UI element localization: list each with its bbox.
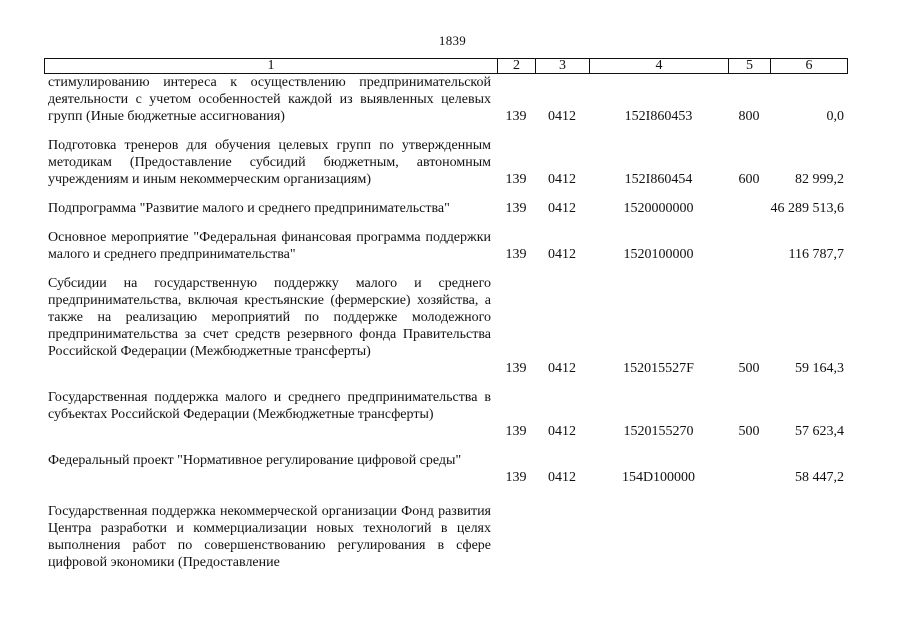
column-header-1: 1 [45, 59, 498, 74]
row-section-code: 0412 [548, 201, 576, 216]
row-target-article: 1520000000 [623, 201, 694, 216]
row-description: стимулированию интереса к осуществлению предпринимательской деятельности с учетом особенностей каждой из выявленных целевых групп (Иные бюджетные ассигнования) [48, 75, 491, 124]
table-row [44, 263, 847, 377]
budget-table-body [44, 74, 847, 571]
row-ministry-code: 139 [505, 361, 527, 376]
row-target-article: 152I860454 [624, 172, 693, 187]
row-target-article: 154D100000 [621, 470, 696, 485]
table-row [44, 486, 847, 571]
row-amount: 59 164,3 [795, 361, 844, 376]
row-description: Государственная поддержка малого и среднего предпринимательства в субъектах Российской Федерации (Межбюджетные трансферты) [48, 390, 491, 422]
column-header-3: 3 [536, 59, 590, 74]
row-section-code: 0412 [548, 361, 576, 376]
page-number: 1839 [438, 33, 467, 48]
row-ministry-code: 139 [505, 109, 527, 124]
table-row [44, 74, 847, 125]
row-section-code: 0412 [548, 424, 576, 439]
row-amount: 57 623,4 [795, 424, 844, 439]
column-header-4: 4 [590, 59, 729, 74]
row-section-code: 0412 [548, 247, 576, 262]
row-description: Субсидии на государственную поддержку малого и среднего предпринимательства, включая крестьянские (фермерские) хозяйства, а также на реализацию мероприятий по поддержке молодежного предпринимательства за счет средств резервного фонда Правительства Российской Федерации (Межбюджетные трансферты) [48, 276, 491, 359]
row-ministry-code: 139 [505, 201, 527, 216]
row-target-article: 1520155270 [623, 424, 694, 439]
row-target-article: 152I860453 [624, 109, 693, 124]
column-header-5: 5 [729, 59, 771, 74]
row-ministry-code: 139 [505, 172, 527, 187]
row-section-code: 0412 [548, 470, 576, 485]
row-amount: 58 447,2 [795, 470, 844, 485]
row-description: Основное мероприятие "Федеральная финансовая программа поддержки малого и среднего предпринимательства" [48, 230, 491, 262]
table-row [44, 377, 847, 440]
row-target-article: 152015527F [623, 361, 694, 376]
row-expense-type: 800 [738, 109, 760, 124]
table-row [44, 125, 847, 188]
row-expense-type: 500 [738, 361, 760, 376]
row-expense-type: 500 [738, 424, 760, 439]
table-row [44, 188, 847, 217]
row-ministry-code: 139 [505, 424, 527, 439]
row-ministry-code: 139 [505, 247, 527, 262]
row-description: Государственная поддержка некоммерческой организации Фонд развития Центра разработки и коммерциализации новых технологий в целях выполнения работ по совершенствованию регулирования в сфере цифровой экономики (Предоставление [48, 504, 491, 570]
table-row [44, 440, 847, 486]
column-header-6: 6 [771, 59, 848, 74]
row-amount: 0,0 [826, 109, 844, 124]
row-expense-type: 600 [738, 172, 760, 187]
column-header-row [45, 59, 848, 74]
row-description: Подготовка тренеров для обучения целевых групп по утвержденным методикам (Предоставление субсидий бюджетным, автономным учреждениям и иным некоммерческим организациям) [48, 138, 491, 187]
table-row [44, 217, 847, 263]
row-amount: 46 289 513,6 [770, 201, 844, 216]
row-amount: 116 787,7 [788, 247, 844, 262]
row-description: Подпрограмма "Развитие малого и среднего предпринимательства" [48, 201, 450, 216]
row-ministry-code: 139 [505, 470, 527, 485]
row-section-code: 0412 [548, 109, 576, 124]
row-description: Федеральный проект "Нормативное регулирование цифровой среды" [48, 453, 462, 468]
column-header-2: 2 [498, 59, 536, 74]
row-amount: 82 999,2 [795, 172, 844, 187]
row-target-article: 1520100000 [623, 247, 694, 262]
column-header-table [44, 58, 848, 74]
row-section-code: 0412 [548, 172, 576, 187]
